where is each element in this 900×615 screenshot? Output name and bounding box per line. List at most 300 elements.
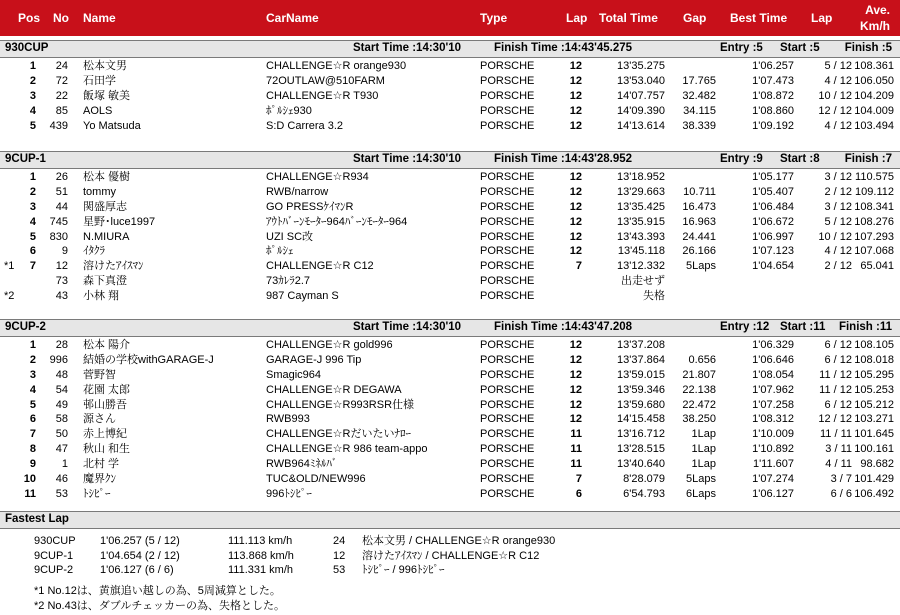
cell-pos: 9: [29, 458, 36, 471]
cell-best: 1'06.329: [752, 339, 794, 351]
cell-car: ｱｳﾄﾊﾞｰﾝﾓｰﾀｰ964ﾊﾞｰﾝﾓｰﾀｰ964: [266, 215, 408, 228]
cell-type: PORSCHE: [480, 353, 535, 366]
col-lap: Lap: [566, 11, 588, 25]
table-row: [0, 259, 900, 274]
fastest-who: 松本文男 / CHALLENGE☆R orange930: [362, 535, 556, 547]
finish-time: Finish Time :14:43'47.208: [494, 321, 633, 333]
cell-type: PORSCHE: [480, 260, 535, 273]
cell-gap: 34.115: [683, 104, 716, 117]
cell-ave: 104.009: [854, 104, 894, 117]
cell-type: PORSCHE: [480, 398, 535, 411]
table-row: [0, 200, 900, 215]
cell-best: 1'11.607: [752, 458, 794, 471]
table-row: [0, 412, 900, 427]
cell-total: 13'18.952: [617, 171, 665, 183]
cell-lap: 12: [569, 215, 582, 228]
cell-total: 6'54.793: [623, 487, 665, 500]
start-count: Start :11: [780, 321, 826, 333]
cell-type: PORSCHE: [480, 339, 535, 351]
cell-name: 結婚の学校withGARAGE-J: [83, 353, 214, 366]
cell-bestlap: 11 / 12: [819, 368, 852, 381]
cell-lap: 12: [569, 74, 582, 87]
cell-name: 関盛厚志: [83, 200, 127, 213]
cell-no: 85: [55, 104, 68, 117]
cell-pos: 5: [29, 119, 36, 132]
section-name: 930CUP: [5, 42, 49, 54]
cell-total: 13'53.040: [617, 74, 665, 87]
fastest-lap-table: [0, 534, 900, 578]
cell-best: 1'08.312: [752, 413, 794, 426]
cell-total: 8'28.079: [623, 473, 665, 486]
cell-ave: 100.161: [854, 443, 894, 456]
cell-ave: 108.361: [854, 60, 894, 72]
start-time: Start Time :14:30'10: [353, 42, 461, 54]
cell-name: tommy: [83, 185, 116, 198]
finish-time: Finish Time :14:43'45.275: [494, 42, 633, 54]
cell-bestlap: 6 / 6: [830, 487, 852, 500]
cell-lap: 12: [569, 104, 582, 117]
cell-type: PORSCHE: [480, 473, 535, 486]
cell-car: CHALLENGE☆R934: [266, 171, 369, 183]
fastest-time: 1'06.127 (6 / 6): [100, 564, 174, 576]
cell-gap: 38.339: [682, 119, 716, 132]
cell-lap: 12: [569, 60, 582, 72]
cell-lap: 12: [569, 89, 582, 102]
table-row: [0, 230, 900, 245]
cell-no: 1: [61, 458, 68, 471]
cell-gap: 16.963: [682, 215, 716, 228]
cell-gap: 16.473: [682, 200, 716, 213]
cell-best: 1'08.872: [752, 89, 794, 102]
cell-pos: 3: [29, 368, 36, 381]
cell-pos: 4: [29, 215, 36, 228]
cell-total: 13'37.208: [617, 339, 665, 351]
section-heading: [0, 319, 900, 337]
cell-ave: 108.276: [854, 215, 894, 228]
table-row: [0, 119, 900, 134]
cell-car: Smagic964: [266, 368, 322, 381]
cell-best: 1'05.407: [752, 185, 794, 198]
cell-total: 13'37.864: [617, 353, 665, 366]
finish-count: Finish :11: [838, 321, 892, 333]
table-row: [0, 244, 900, 259]
cell-gap: 38.250: [682, 413, 716, 426]
cell-best: 1'04.654: [752, 260, 794, 273]
cell-name: ﾄｼﾋﾟｰ: [83, 487, 111, 500]
cell-ave: 107.293: [854, 230, 894, 243]
cell-lap: 12: [569, 398, 582, 411]
cell-car: 73ｶﾚﾗ2.7: [266, 275, 311, 288]
cell-type: PORSCHE: [480, 413, 535, 426]
cell-car: CHALLENGE☆R DEGAWA: [266, 383, 402, 396]
cell-bestlap: 4 / 12: [824, 119, 852, 132]
cell-total: 13'59.680: [617, 398, 665, 411]
cell-bestlap: 6 / 12: [824, 339, 852, 351]
cell-lap: 12: [569, 230, 582, 243]
fastest-cls: 9CUP-1: [34, 549, 74, 562]
cell-total: 13'45.118: [617, 245, 665, 258]
cell-total: 13'35.915: [617, 215, 665, 228]
cell-ave: 65.041: [860, 260, 894, 273]
finish-count: Finish :7: [844, 153, 892, 165]
cell-no: 9: [61, 245, 68, 258]
cell-ave: 105.295: [854, 368, 894, 381]
cell-name: 松本 優樹: [83, 171, 131, 183]
table-row: [0, 472, 900, 487]
cell-gap: 5Laps: [686, 473, 716, 486]
cell-best: 1'08.860: [752, 104, 794, 117]
cell-no: 72: [55, 74, 68, 87]
cell-no: 24: [55, 60, 68, 72]
col-ave-1: Ave.: [865, 3, 890, 17]
cell-mark: *2: [4, 290, 15, 303]
cell-no: 53: [55, 487, 68, 500]
section-name: 9CUP-1: [5, 153, 46, 165]
cell-gap: 1Lap: [691, 443, 716, 456]
cell-name: 源さん: [83, 413, 116, 426]
cell-type: PORSCHE: [480, 104, 535, 117]
cell-type: PORSCHE: [480, 74, 535, 87]
cell-name: 邨山勝吾: [83, 398, 127, 411]
cell-gap: 26.166: [682, 245, 716, 258]
cell-ave: 101.429: [854, 473, 894, 486]
cell-car: CHALLENGE☆R T930: [266, 89, 379, 102]
cell-ave: 108.341: [854, 200, 894, 213]
cell-ave: 109.112: [855, 185, 894, 198]
table-row: [0, 353, 900, 368]
cell-no: 47: [55, 443, 68, 456]
cell-car: CHALLENGE☆R993RSR仕様: [266, 398, 415, 411]
entry-count: Entry :9: [720, 153, 763, 165]
cell-gap: 0.656: [688, 353, 716, 366]
cell-bestlap: 4 / 11: [825, 458, 852, 471]
table-row: [0, 289, 900, 304]
cell-pos: 8: [29, 443, 36, 456]
cell-lap: 12: [569, 383, 582, 396]
cell-no: 996: [49, 353, 68, 366]
cell-name: ｲﾀｸﾗ: [83, 245, 105, 258]
cell-pos: 3: [29, 89, 36, 102]
cell-ave: 106.492: [854, 487, 894, 500]
cell-car: UZI SC改: [266, 230, 314, 243]
cell-name: 菅野智: [83, 368, 116, 381]
cell-bestlap: 4 / 12: [824, 245, 852, 258]
cell-no: 50: [55, 428, 68, 441]
cell-car: GO PRESSｹｲﾏﾝR: [266, 200, 354, 213]
cell-lap: 12: [569, 171, 582, 183]
table-row: [0, 427, 900, 442]
col-pos: Pos: [18, 11, 41, 25]
cell-bestlap: 11 / 11: [819, 428, 852, 441]
cell-bestlap: 3 / 7: [830, 473, 852, 486]
cell-best: 1'07.473: [752, 74, 794, 87]
cell-car: 987 Cayman S: [266, 290, 339, 303]
cell-gap: 17.765: [682, 74, 716, 87]
cell-bestlap: 3 / 11: [825, 443, 852, 456]
table-row: [0, 215, 900, 230]
cell-ave: 108.018: [854, 353, 894, 366]
cell-type: PORSCHE: [480, 275, 535, 288]
cell-no: 28: [55, 339, 68, 351]
cell-best: 1'10.892: [752, 443, 794, 456]
cell-lap: 6: [575, 487, 582, 500]
cell-pos: 5: [29, 230, 36, 243]
section-name: 9CUP-2: [5, 321, 46, 333]
cell-pos: 7: [29, 428, 36, 441]
fastest-lap-row: [0, 549, 900, 564]
cell-total: 13'35.425: [617, 200, 665, 213]
cell-gap: 6Laps: [686, 487, 716, 500]
cell-type: PORSCHE: [480, 60, 535, 72]
cell-gap: 1Lap: [691, 428, 716, 441]
cell-car: TUC&OLD/NEW996: [266, 473, 366, 486]
finish-time: Finish Time :14:43'28.952: [494, 153, 633, 165]
cell-gap: 1Lap: [691, 458, 716, 471]
cell-type: PORSCHE: [480, 171, 535, 183]
cell-no: 49: [55, 398, 68, 411]
cell-bestlap: 12 / 12: [818, 413, 852, 426]
cell-total: 13'29.663: [617, 185, 665, 198]
cell-ave: 105.253: [854, 383, 894, 396]
cell-car: CHALLENGE☆R orange930: [266, 60, 407, 72]
fastest-no: 53: [333, 564, 346, 576]
cell-type: PORSCHE: [480, 487, 535, 500]
col-total-time: Total Time: [599, 11, 658, 25]
cell-no: 46: [55, 473, 68, 486]
cell-no: 439: [49, 119, 68, 132]
fastest-lap-row: [0, 563, 900, 578]
section-heading: [0, 151, 900, 169]
fastest-who: ﾄｼﾋﾟｰ / 996ﾄｼﾋﾟｰ: [362, 564, 445, 576]
cell-best: 1'06.484: [752, 200, 794, 213]
cell-total: 13'59.015: [617, 368, 665, 381]
cell-type: PORSCHE: [480, 383, 535, 396]
table-row: [0, 104, 900, 119]
table-row: [0, 442, 900, 457]
cell-bestlap: 10 / 12: [818, 230, 852, 243]
table-row: [0, 338, 900, 353]
cell-total: 13'12.332: [617, 260, 665, 273]
results-rows: [0, 59, 900, 133]
cell-pos: 6: [29, 245, 36, 258]
cell-ave: 103.271: [854, 413, 894, 426]
cell-total: 14'09.390: [617, 104, 665, 117]
cell-pos: 2: [29, 353, 36, 366]
cell-no: 12: [55, 260, 68, 273]
cell-name: 秋山 和生: [83, 443, 131, 456]
cell-type: PORSCHE: [480, 368, 535, 381]
cell-name: 星野･luce1997: [83, 215, 156, 228]
cell-no: 48: [55, 368, 68, 381]
cell-ave: 106.050: [854, 74, 894, 87]
cell-best: 1'06.257: [752, 60, 794, 72]
fastest-cls: 9CUP-2: [34, 564, 74, 576]
cell-name: 赤上博紀: [83, 428, 127, 441]
cell-type: PORSCHE: [480, 215, 535, 228]
cell-bestlap: 6 / 12: [824, 353, 852, 366]
cell-pos: 4: [29, 383, 36, 396]
cell-car: CHALLENGE☆R 986 team-appo: [266, 443, 428, 456]
table-row: [0, 383, 900, 398]
cell-bestlap: 11 / 12: [819, 383, 852, 396]
cell-lap: 12: [569, 245, 582, 258]
cell-ave: 107.068: [854, 245, 894, 258]
cell-type: PORSCHE: [480, 458, 535, 471]
cell-bestlap: 6 / 12: [824, 398, 852, 411]
cell-car: CHALLENGE☆R C12: [266, 260, 374, 273]
fastest-time: 1'04.654 (2 / 12): [100, 549, 180, 562]
fastest-cls: 930CUP: [34, 535, 76, 547]
cell-bestlap: 12 / 12: [818, 104, 852, 117]
col-no: No: [53, 11, 69, 25]
cell-name: 小林 翔: [83, 290, 120, 303]
cell-pos: 1: [29, 171, 36, 183]
cell-gap: 5Laps: [686, 260, 716, 273]
cell-ave: 110.575: [855, 171, 894, 183]
cell-no: 44: [55, 200, 68, 213]
cell-total: 14'13.614: [617, 119, 665, 132]
cell-name: 飯塚 敏美: [83, 89, 131, 102]
cell-ave: 104.209: [854, 89, 894, 102]
cell-car: ﾎﾟﾙｼｪ: [266, 245, 294, 258]
cell-lap: 12: [569, 339, 582, 351]
fastest-lap-row: [0, 534, 900, 549]
cell-ave: 105.212: [854, 398, 894, 411]
cell-no: 745: [49, 215, 68, 228]
cell-total: 失格: [643, 290, 665, 303]
cell-total: 13'40.640: [617, 458, 665, 471]
cell-bestlap: 2 / 12: [824, 185, 852, 198]
cell-car: RWB/narrow: [266, 185, 329, 198]
start-time: Start Time :14:30'10: [353, 153, 461, 165]
cell-type: PORSCHE: [480, 200, 535, 213]
cell-name: N.MIURA: [83, 230, 130, 243]
cell-car: RWB964ﾐﾈﾙﾊﾞ: [266, 458, 338, 471]
cell-gap: 21.807: [682, 368, 716, 381]
fastest-time: 1'06.257 (5 / 12): [100, 535, 180, 547]
cell-type: PORSCHE: [480, 119, 535, 132]
cell-total: 出走せず: [621, 275, 665, 288]
cell-type: PORSCHE: [480, 89, 535, 102]
start-count: Start :8: [780, 153, 820, 165]
table-row: [0, 368, 900, 383]
cell-total: 14'07.757: [617, 89, 665, 102]
cell-ave: 108.105: [854, 339, 894, 351]
cell-total: 14'15.458: [617, 413, 665, 426]
cell-name: 魔界ｸﾝ: [83, 473, 116, 486]
cell-lap: 12: [569, 368, 582, 381]
finish-count: Finish :5: [844, 42, 892, 54]
footnotes: [34, 584, 285, 614]
cell-gap: 24.441: [682, 230, 716, 243]
cell-car: CHALLENGE☆Rだいたいﾅﾛｰ: [266, 428, 411, 441]
cell-gap: 22.138: [682, 383, 716, 396]
cell-best: 1'06.672: [752, 215, 794, 228]
cell-name: AOLS: [83, 104, 113, 117]
cell-pos: 6: [29, 413, 36, 426]
cell-lap: 12: [569, 200, 582, 213]
cell-bestlap: 3 / 12: [824, 200, 852, 213]
cell-car: RWB993: [266, 413, 310, 426]
cell-best: 1'06.997: [752, 230, 794, 243]
fastest-speed: 111.331 km/h: [228, 564, 294, 576]
cell-pos: 1: [29, 60, 36, 72]
cell-name: 森下真澄: [83, 275, 127, 288]
col-type: Type: [480, 11, 508, 25]
cell-type: PORSCHE: [480, 230, 535, 243]
table-row: [0, 274, 900, 289]
entry-count: Entry :12: [720, 321, 770, 333]
fastest-lap-heading: [0, 511, 900, 529]
cell-name: 花園 太郎: [83, 383, 131, 396]
cell-total: 13'43.393: [617, 230, 665, 243]
cell-ave: 98.682: [860, 458, 894, 471]
cell-best: 1'06.127: [752, 487, 794, 500]
cell-car: GARAGE-J 996 Tip: [266, 353, 362, 366]
cell-best: 1'05.177: [752, 171, 794, 183]
cell-pos: 1: [29, 339, 36, 351]
cell-car: ﾎﾟﾙｼｪ930: [266, 104, 312, 117]
cell-bestlap: 3 / 12: [824, 171, 852, 183]
cell-name: 溶けたｱｲｽﾏﾝ: [83, 260, 144, 273]
table-row: [0, 457, 900, 472]
cell-gap: 10.711: [683, 185, 716, 198]
cell-best: 1'07.962: [752, 383, 794, 396]
results-rows: [0, 170, 900, 304]
cell-total: 13'35.275: [617, 60, 665, 72]
cell-no: 54: [55, 383, 68, 396]
table-row: [0, 398, 900, 413]
cell-best: 1'10.009: [752, 428, 794, 441]
cell-best: 1'06.646: [752, 353, 794, 366]
cell-no: 73: [55, 275, 68, 288]
cell-lap: 12: [569, 353, 582, 366]
col-gap: Gap: [683, 11, 707, 25]
cell-car: 72OUTLAW@510FARM: [266, 74, 385, 87]
cell-no: 22: [55, 89, 68, 102]
cell-best: 1'07.274: [752, 473, 794, 486]
cell-name: 松本 陽介: [83, 339, 131, 351]
cell-lap: 7: [575, 473, 582, 486]
cell-pos: 11: [24, 487, 36, 500]
cell-type: PORSCHE: [480, 443, 535, 456]
cell-pos: 4: [29, 104, 36, 117]
cell-no: 26: [55, 171, 68, 183]
cell-name: 北村 学: [83, 458, 120, 471]
col-ave-2: Km/h: [860, 19, 890, 33]
cell-pos: 5: [29, 398, 36, 411]
cell-bestlap: 2 / 12: [824, 260, 852, 273]
cell-no: 51: [55, 185, 68, 198]
cell-lap: 7: [575, 260, 582, 273]
cell-mark: *1: [4, 260, 15, 273]
cell-best: 1'08.054: [752, 368, 794, 381]
fastest-no: 12: [333, 549, 346, 562]
cell-ave: 103.494: [854, 119, 894, 132]
footnote-1: *1 No.12は、黄旗追い越しの為、5周減算とした。: [34, 585, 281, 597]
cell-bestlap: 5 / 12: [824, 215, 852, 228]
table-row: [0, 74, 900, 89]
cell-type: PORSCHE: [480, 185, 535, 198]
table-row: [0, 89, 900, 104]
entry-count: Entry :5: [720, 42, 763, 54]
cell-lap: 11: [570, 443, 582, 456]
cell-ave: 101.645: [854, 428, 894, 441]
cell-lap: 12: [569, 119, 582, 132]
col-name: Name: [83, 11, 116, 25]
cell-pos: 2: [29, 185, 36, 198]
cell-type: PORSCHE: [480, 428, 535, 441]
